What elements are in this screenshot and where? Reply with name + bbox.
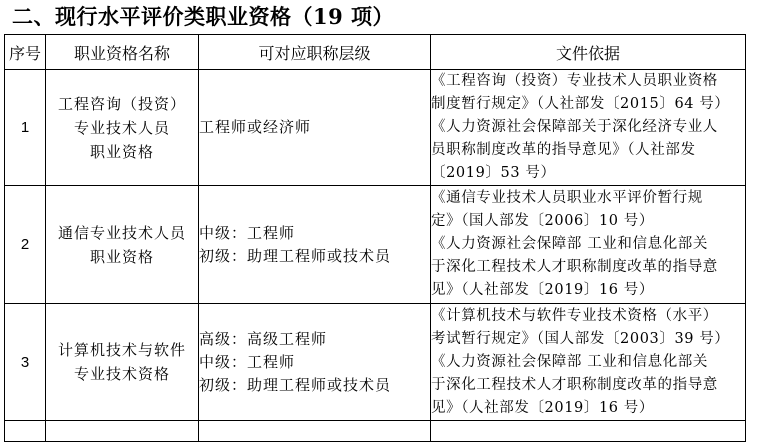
basis-line: 于深化工程技术人才职称制度改革的指导意 [431, 376, 718, 393]
section-heading: 二、现行水平评价类职业资格（19 项） [12, 4, 395, 29]
partial-cell [431, 421, 746, 442]
document-basis [431, 70, 746, 186]
column-header-name: 职业资格名称 [46, 35, 199, 70]
name-line: 专业技术人员 [73, 118, 170, 137]
level-line: 高级：高级工程师 [199, 329, 328, 348]
table-header-row [5, 35, 746, 70]
partial-cell [199, 421, 431, 442]
level-line: 初级：助理工程师或技术员 [199, 246, 392, 265]
title-level [199, 186, 431, 304]
basis-line: 《人力资源社会保障部关于深化经济专业人 [431, 119, 718, 135]
partial-cell [46, 421, 199, 442]
basis-line: 〔2019〕53 号） [431, 165, 556, 181]
row-number: 2 [5, 186, 46, 304]
table-row [5, 304, 746, 421]
row-number: 1 [5, 70, 46, 186]
document-basis [431, 186, 746, 304]
basis-line: 《计算机技术与软件专业技术资格（水平） [431, 307, 718, 324]
title-level [199, 304, 431, 421]
basis-line: 员职称制度改革的指导意见》（人社部发 [431, 142, 696, 158]
basis-line: 《人力资源社会保障部 工业和信息化部关 [431, 236, 709, 252]
level-line: 初级：助理工程师或技术员 [199, 375, 392, 394]
partial-cell [5, 421, 46, 442]
qualification-table [4, 34, 746, 442]
basis-line: 见》（人社部发〔2019〕16 号） [431, 282, 655, 298]
name-line: 通信专业技术人员 [57, 223, 186, 242]
column-header-number: 序号 [5, 35, 46, 70]
level-line: 中级：工程师 [199, 352, 296, 371]
basis-line: 《工程咨询（投资）专业技术人员职业资格 [431, 73, 718, 89]
level-line: 中级：工程师 [199, 223, 296, 242]
column-header-basis: 文件依据 [431, 35, 746, 70]
name-line: 专业技术资格 [73, 365, 170, 383]
name-line: 工程咨询（投资） [57, 94, 186, 113]
basis-line: 定》（国人部发〔2006〕10 号） [431, 213, 655, 229]
level-line: 工程师或经济师 [199, 118, 312, 136]
table-row [5, 70, 746, 186]
basis-line: 考试暂行规定》（国人部发〔2003〕39 号） [431, 330, 730, 347]
qualification-name [46, 304, 199, 421]
basis-line: 于深化工程技术人才职称制度改革的指导意 [431, 259, 718, 275]
basis-line: 制度暂行规定》（人社部发〔2015〕64 号） [431, 96, 730, 112]
name-line: 职业资格 [89, 142, 154, 161]
basis-line: 《通信专业技术人员职业水平评价暂行规 [431, 190, 703, 206]
title-level [199, 70, 431, 186]
qualification-name [46, 186, 199, 304]
column-header-level: 可对应职称层级 [199, 35, 431, 70]
qualification-name [46, 70, 199, 186]
name-line: 计算机技术与软件 [57, 341, 186, 359]
document-basis [431, 304, 746, 421]
basis-line: 《人力资源社会保障部 工业和信息化部关 [431, 353, 709, 370]
row-number: 3 [5, 304, 46, 421]
name-line: 职业资格 [89, 247, 154, 266]
table-row-partial [5, 421, 746, 442]
basis-line: 见》（人社部发〔2019〕16 号） [431, 399, 655, 416]
table-row [5, 186, 746, 304]
